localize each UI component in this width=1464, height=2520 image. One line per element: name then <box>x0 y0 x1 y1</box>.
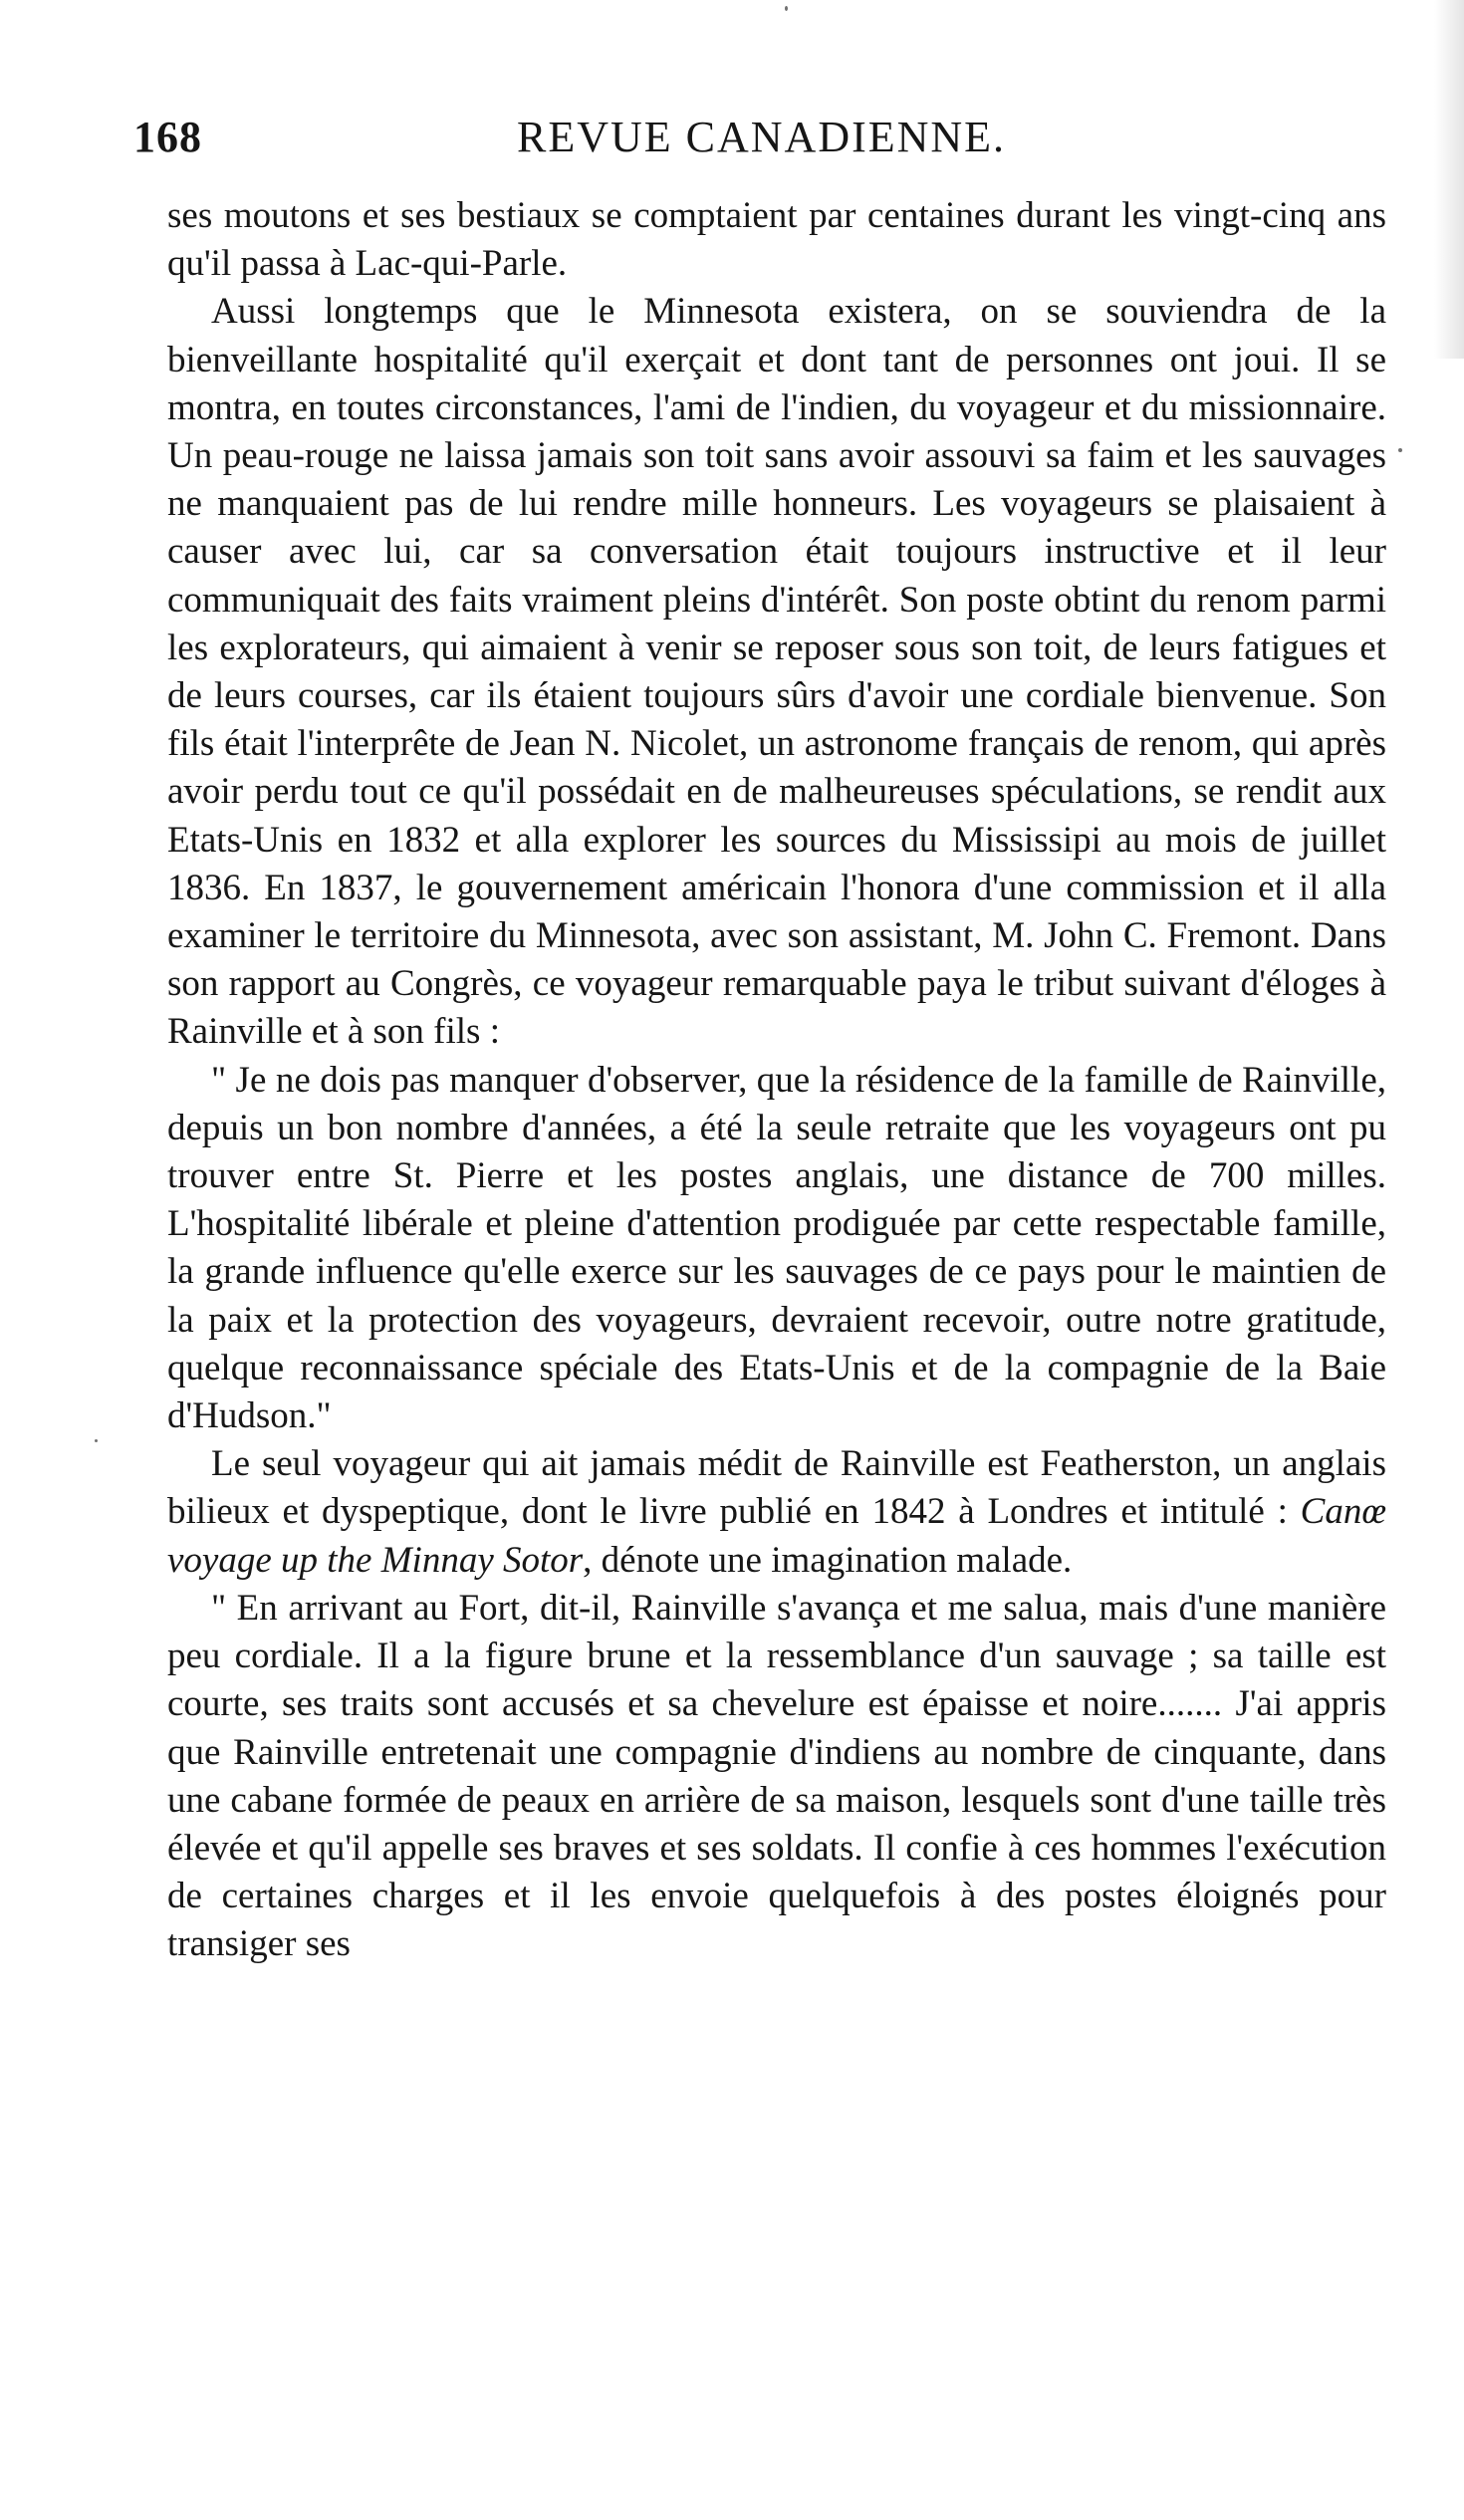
page-edge-shadow <box>1434 0 1464 359</box>
paragraph-rainville-hospitality: Aussi longtemps que le Minnesota existera, on se souviendra de la bienveillante hospitalité qu'il exerçait et dont tant de personnes ont joui. Il se montra, en toutes circonstances, l'ami de l'indien, du voyageur et du missionnaire. Un peau-rouge ne laissa jamais son toit sans avoir assouvi sa faim et les sauvages ne manquaient pas de lui rendre mille honneurs. Les voyageurs se plaisaient à causer avec lui, car sa conversation était toujours instructive et il leur communiquait des faits vraiment pleins d'intérêt. Son poste obtint du renom parmi les explorateurs, qui aimaient à venir se reposer sous son toit, de leurs fatigues et de leurs courses, car ils étaient toujours sûrs d'avoir une cordiale bienvenue. Son fils était l'interprête de Jean N. Nicolet, un astronome français de renom, qui après avoir perdu tout ce qu'il possédait en de malheureuses spéculations, se rendit aux Etats-Unis en 1832 et alla explorer les sources du Mississipi au mois de juillet 1836. En 1837, le gouvernement américain l'honora d'une commission et il alla examiner le territoire du Minnesota, avec son assistant, M. John C. Fremont. Dans son rapport au Congrès, ce voyageur remarquable paya le tribut suivant d'éloges à Rainville et à son fils : <box>167 291 1386 1053</box>
print-speck <box>95 1439 98 1442</box>
page-number: 168 <box>133 113 202 161</box>
featherston-text-after: , dénote une imagination malade. <box>583 1539 1073 1581</box>
featherston-text-before: Le seul voyageur qui ait jamais médit de Rainville est Featherston, un anglais bilieux et dyspeptique, dont le livre publié en 1842 à Londres et intitulé : <box>167 1443 1386 1533</box>
print-speck <box>1398 448 1402 452</box>
body-text <box>167 192 1386 1969</box>
paragraph-nicolet-quote: " Je ne dois pas manquer d'observer, que la résidence de la famille de Rainville, depuis un bon nombre d'années, a été la seule retraite que les voyageurs ont pu trouver entre St. Pierre et les postes anglais, une distance de 700 milles. L'hospitalité libérale et pleine d'attention prodiguée par cette respectable famille, la grande influence qu'elle exerce sur les sauvages de ce pays pour le maintien de la paix et la protection des voyageurs, devraient recevoir, outre notre gratitude, quelque reconnaissance spéciale des Etats-Unis et de la compagnie de la Baie d'Hudson." <box>167 1059 1386 1437</box>
paragraph-continuation: ses moutons et ses bestiaux se comptaient par centaines durant les vingt-cinq ans qu'il passa à Lac-qui-Parle. <box>167 195 1386 285</box>
paragraph-featherston-quote: " En arrivant au Fort, dit-il, Rainville s'avança et me salua, mais d'une manière peu cordiale. Il a la figure brune et la ressemblance d'un sauvage ; sa taille est courte, ses traits sont accusés et sa chevelure est épaisse et noire....... J'ai appris que Rainville entretenait une compagnie d'indiens au nombre de cinquante, dans une cabane formée de peaux en arrière de sa maison, lesquels sont d'une taille très élevée et qu'il appelle ses braves et ses soldats. Il confie à ces hommes l'exécution de certaines charges et il les envoie quelquefois à des postes éloignés pour transiger ses <box>167 1587 1386 1965</box>
book-title: Canœ voyage up the Minnay Sotor <box>167 1491 1386 1581</box>
paragraph-featherston <box>167 1440 1386 1585</box>
page-header <box>133 112 1388 171</box>
print-speck <box>785 6 788 11</box>
running-title: REVUE CANADIENNE. <box>517 113 1007 161</box>
